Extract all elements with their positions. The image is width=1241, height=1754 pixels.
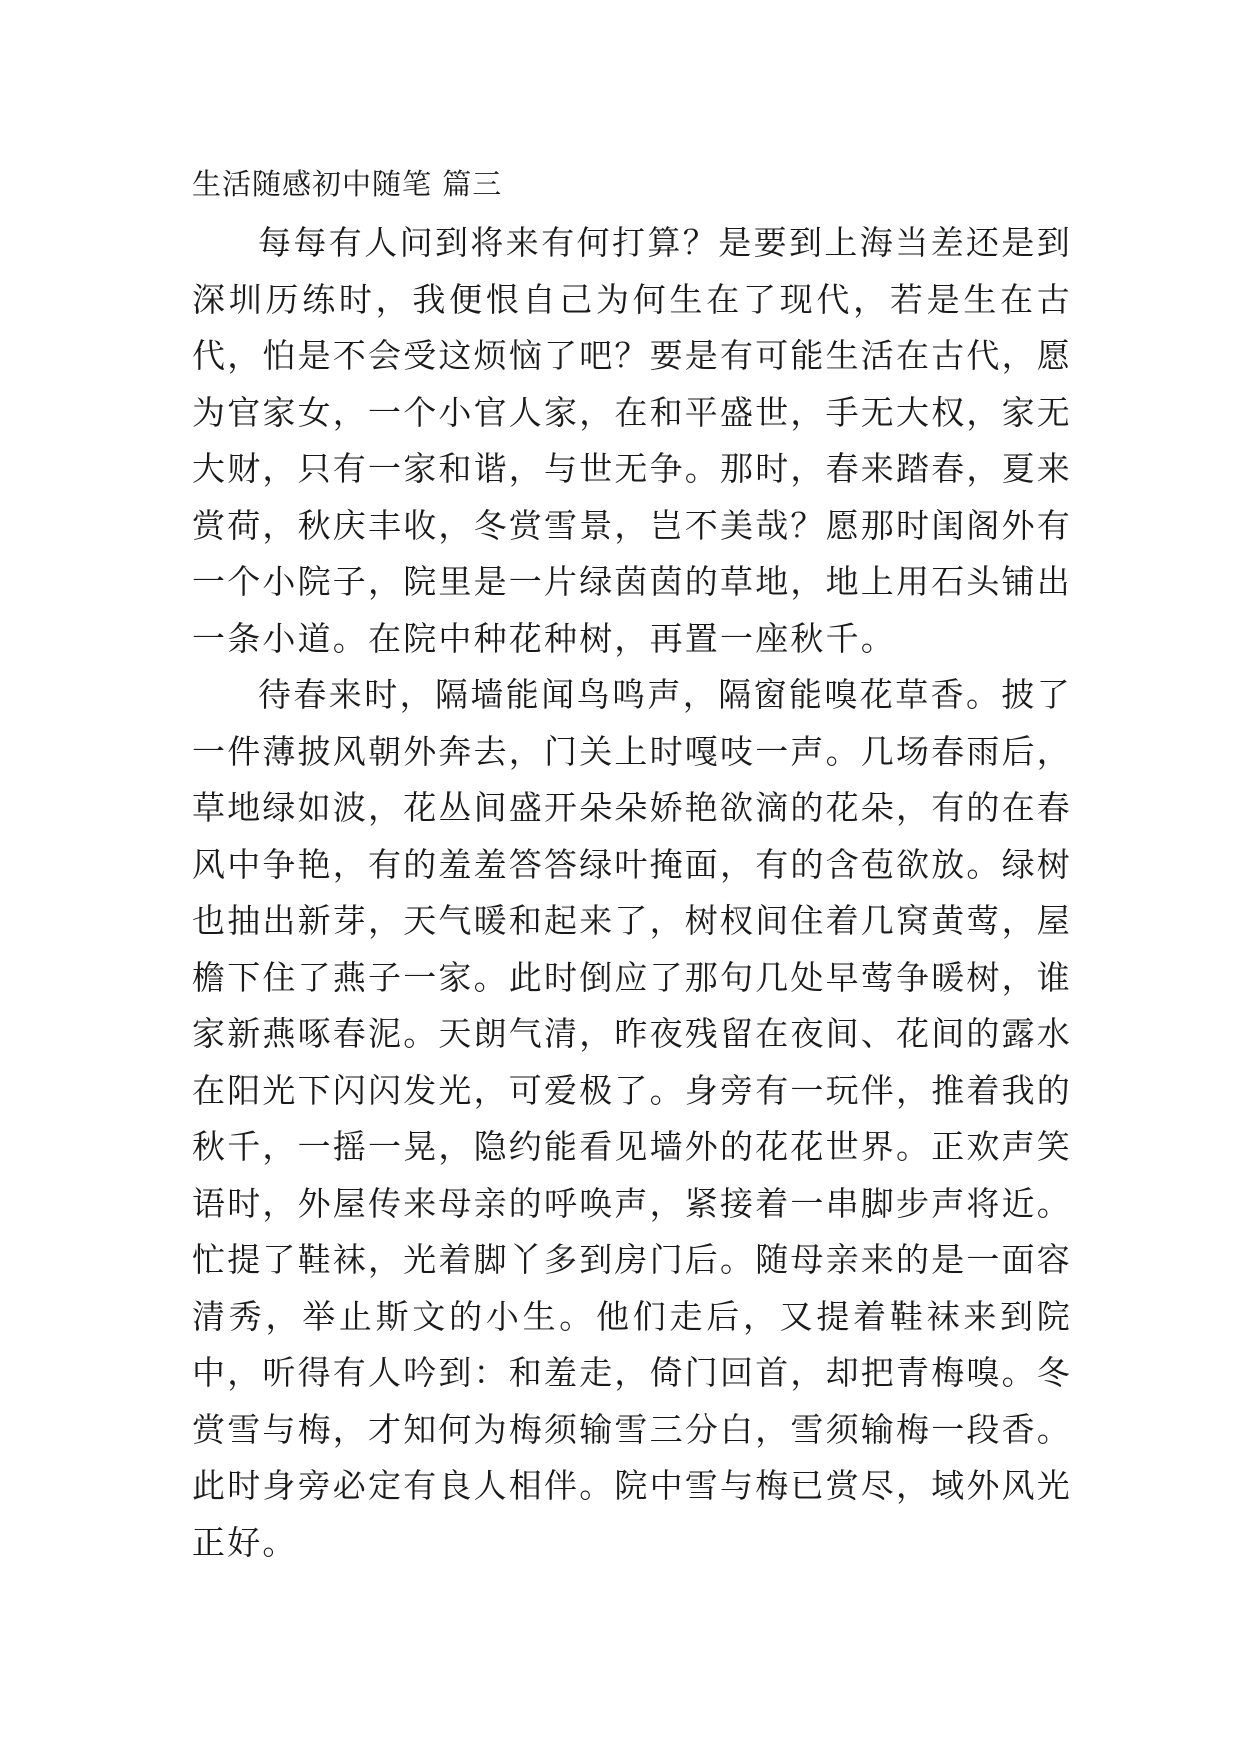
- paragraph-2: 待春来时，隔墙能闻鸟鸣声，隔窗能嗅花草香。披了一件薄披风朝外奔去，门关上时嘎吱一声。几场春雨后，草地绿如波，花丛间盛开朵朵娇艳欲滴的花朵，有的在春风中争艳，有的羞羞答答绿叶掩面，有的含苞欲放。绿树也抽出新芽，天气暖和起来了，树杈间住着几窝黄莺，屋檐下住了燕子一家。此时倒应了那句几处早莺争暖树，谁家新燕啄春泥。天朗气清，昨夜残留在夜间、花间的露水在阳光下闪闪发光，可爱极了。身旁有一玩伴，推着我的秋千，一摇一晃，隐约能看见墙外的花花世界。正欢声笑语时，外屋传来母亲的呼唤声，紧接着一串脚步声将近。忙提了鞋袜，光着脚丫多到房门后。随母亲来的是一面容清秀，举止斯文的小生。他们走后，又提着鞋袜来到院中，听得有人吟到：和羞走，倚门回首，却把青梅嗅。冬赏雪与梅，才知何为梅须输雪三分白，雪须输梅一段香。此时身旁必定有良人相伴。院中雪与梅已赏尽，域外风光正好。: [192, 675, 1072, 1562]
- document-title: 生活随感初中随笔 篇三: [192, 167, 503, 201]
- document-body: [192, 163, 1072, 1571]
- paragraph-1: 每每有人问到将来有何打算？是要到上海当差还是到深圳历练时，我便恨自己为何生在了现代，若是生在古代，怕是不会受这烦恼了吧？要是有可能生活在古代，愿为官家女，一个小官人家，在和平盛世，手无大权，家无大财，只有一家和谐，与世无争。那时，春来踏春，夏来赏荷，秋庆丰收，冬赏雪景，岂不美哉？愿那时闺阁外有一个小院子，院里是一片绿茵茵的草地，地上用石头铺出一条小道。在院中种花种树，再置一座秋千。: [192, 223, 1072, 658]
